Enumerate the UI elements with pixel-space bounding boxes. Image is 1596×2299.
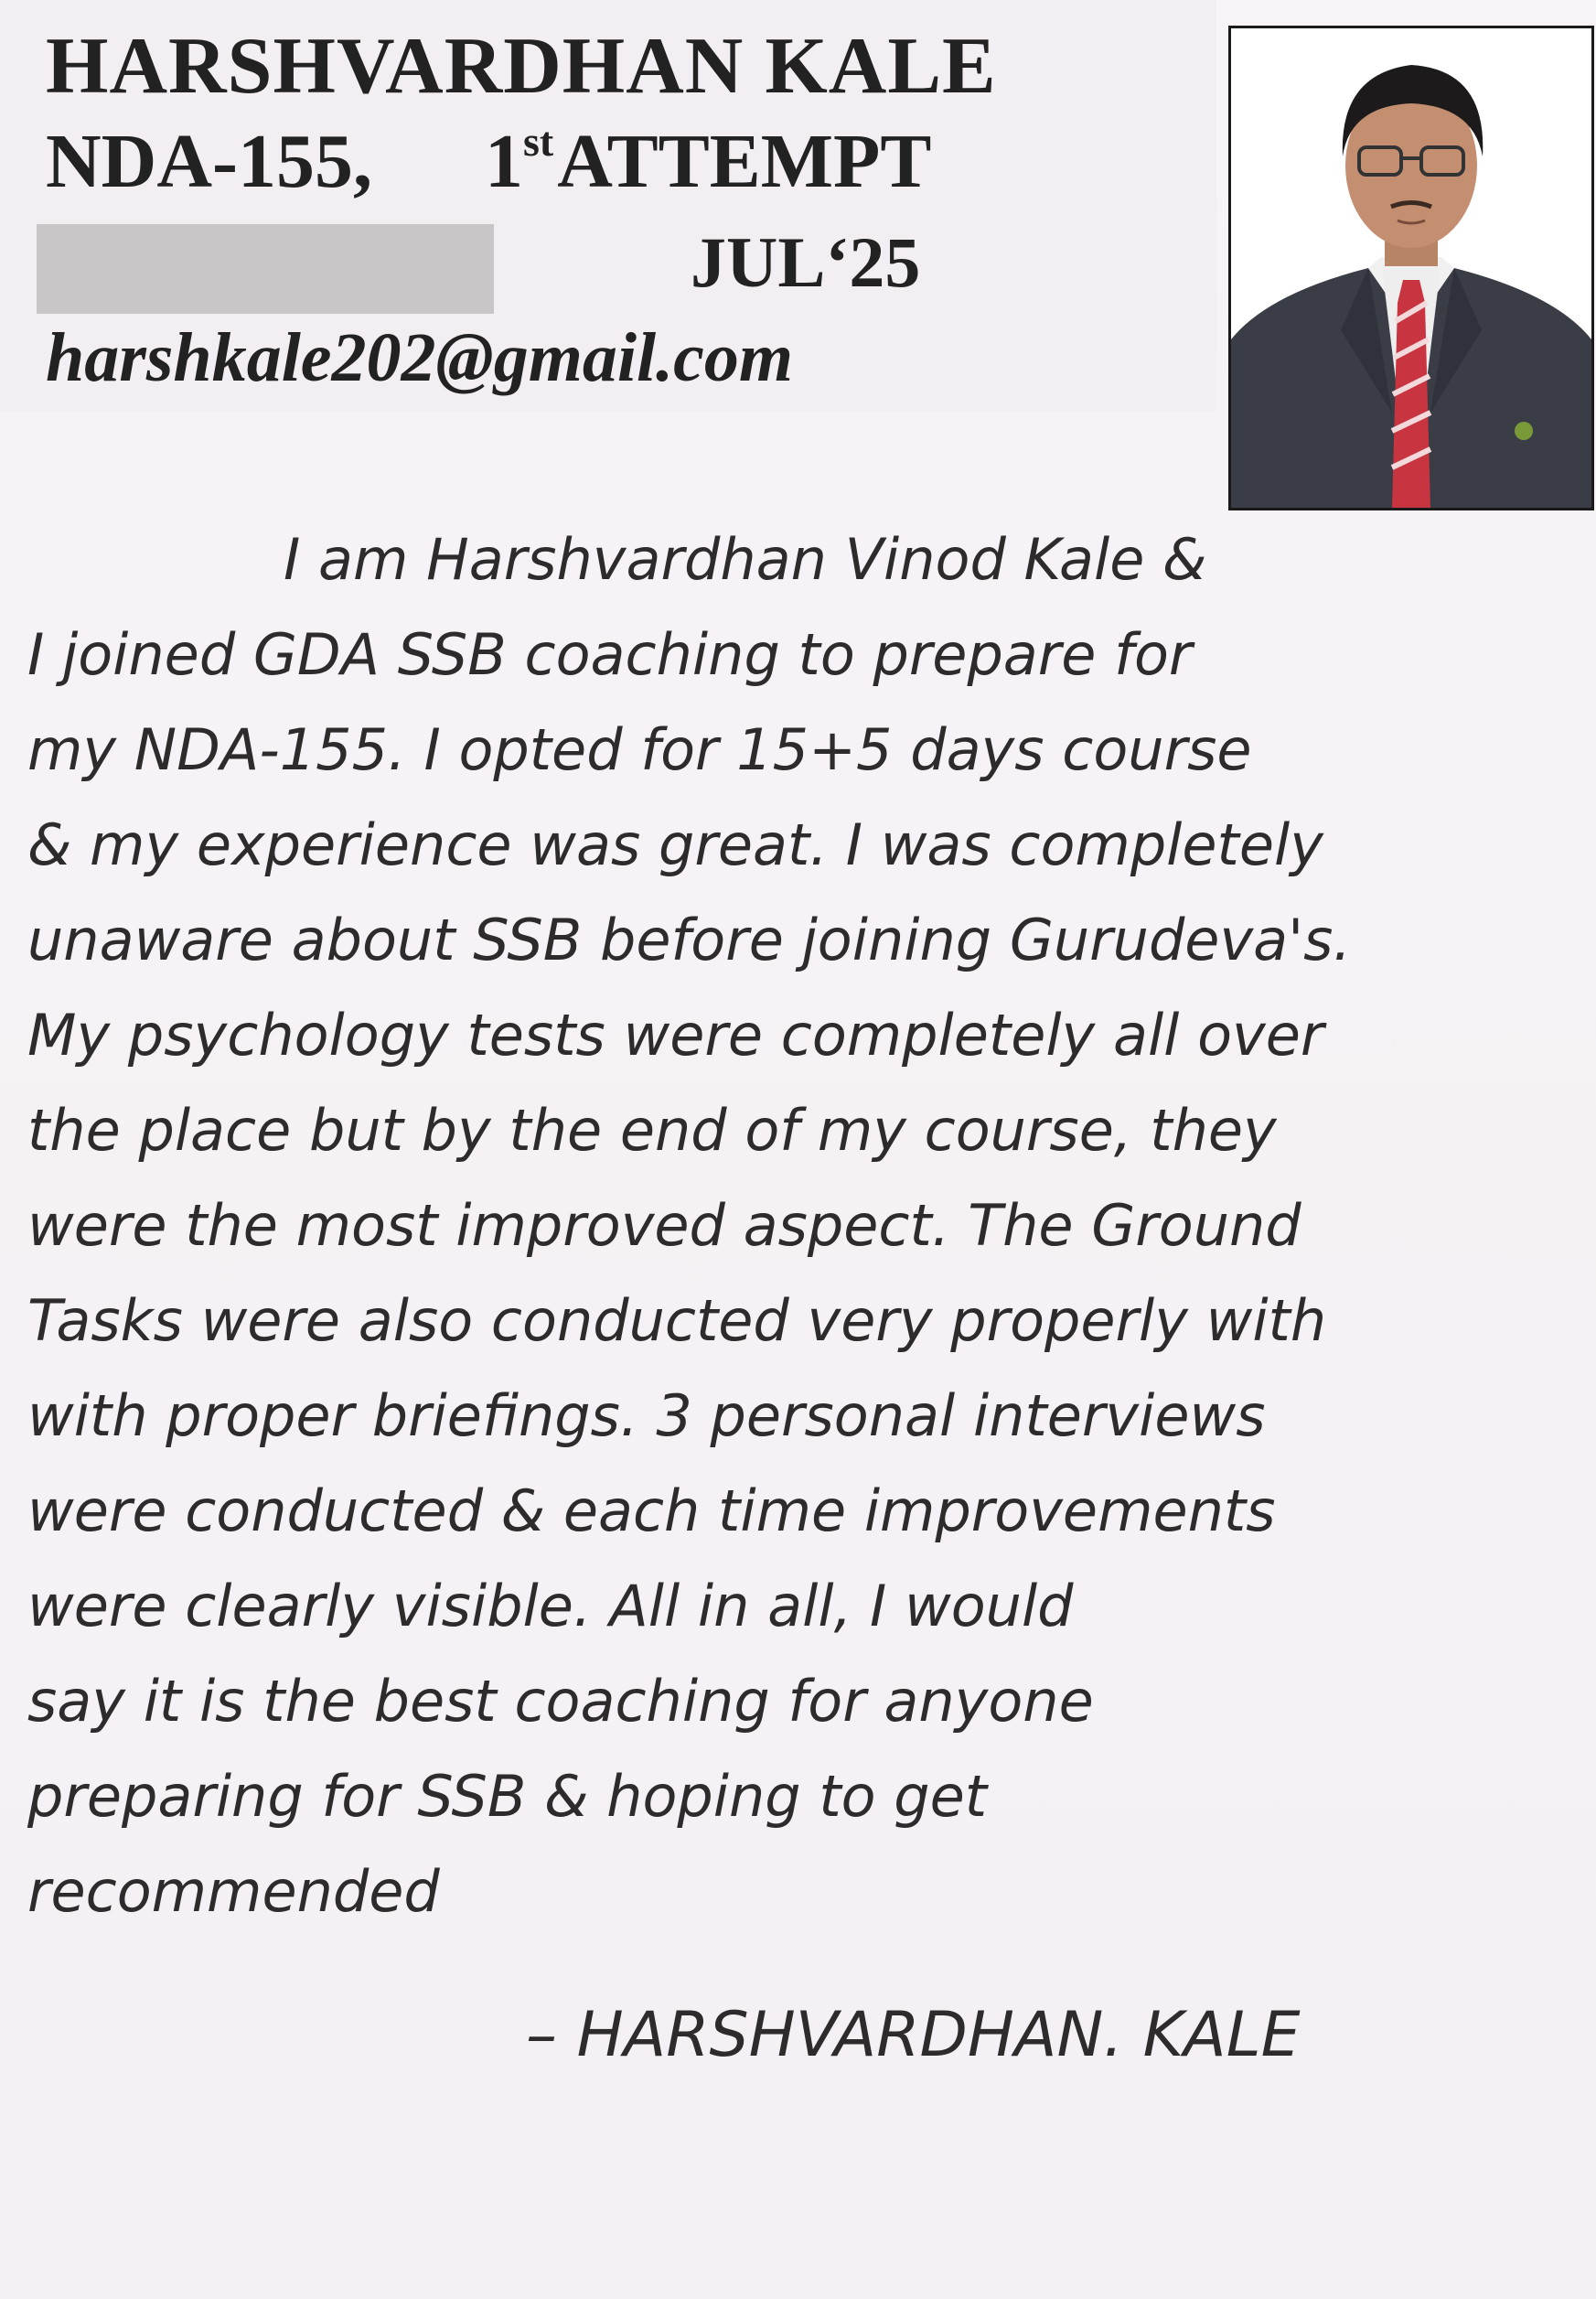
candidate-photo — [1228, 26, 1594, 510]
note-line: say it is the best coaching for anyone — [27, 1668, 1094, 1735]
note-line: Tasks were also conducted very properly with — [27, 1287, 1327, 1354]
note-line: recommended — [27, 1858, 440, 1925]
attempt-suffix: st — [523, 118, 554, 165]
note-line: were conducted & each time improvements — [27, 1477, 1276, 1544]
note-line: I joined GDA SSB coaching to prepare for — [27, 621, 1193, 688]
note-line: were clearly visible. All in all, I would — [27, 1573, 1074, 1639]
note-line: my NDA-155. I opted for 15+5 days course — [27, 716, 1252, 783]
note-line: My psychology tests were completely all over — [27, 1002, 1324, 1069]
signature: – HARSHVARDHAN. KALE — [526, 1999, 1301, 2071]
note-line: & my experience was great. I was completely — [27, 811, 1323, 878]
note-line: the place but by the end of my course, they — [27, 1097, 1277, 1164]
attempt-number: 1 — [485, 119, 523, 204]
batch-date: JUL‘25 — [691, 222, 921, 302]
note-line: unaware about SSB before joining Gurudeva's. — [27, 907, 1352, 973]
note-line: were the most improved aspect. The Ground — [27, 1192, 1301, 1259]
redacted-field — [37, 224, 494, 314]
candidate-email: harshkale202@gmail.com — [46, 319, 793, 396]
note-line: with proper briefings. 3 personal interviews — [27, 1382, 1266, 1449]
handwritten-testimonial — [27, 512, 1573, 1939]
attempt-label — [485, 117, 931, 206]
note-line: preparing for SSB & hoping to get — [27, 1763, 988, 1830]
exam-label: NDA-155, — [46, 119, 372, 204]
note-line: I am Harshvardhan Vinod Kale & — [284, 526, 1207, 593]
candidate-name: HARSHVARDHAN KALE — [46, 22, 997, 111]
portrait-illustration — [1231, 28, 1591, 508]
attempt-word: ATTEMPT — [557, 119, 932, 204]
